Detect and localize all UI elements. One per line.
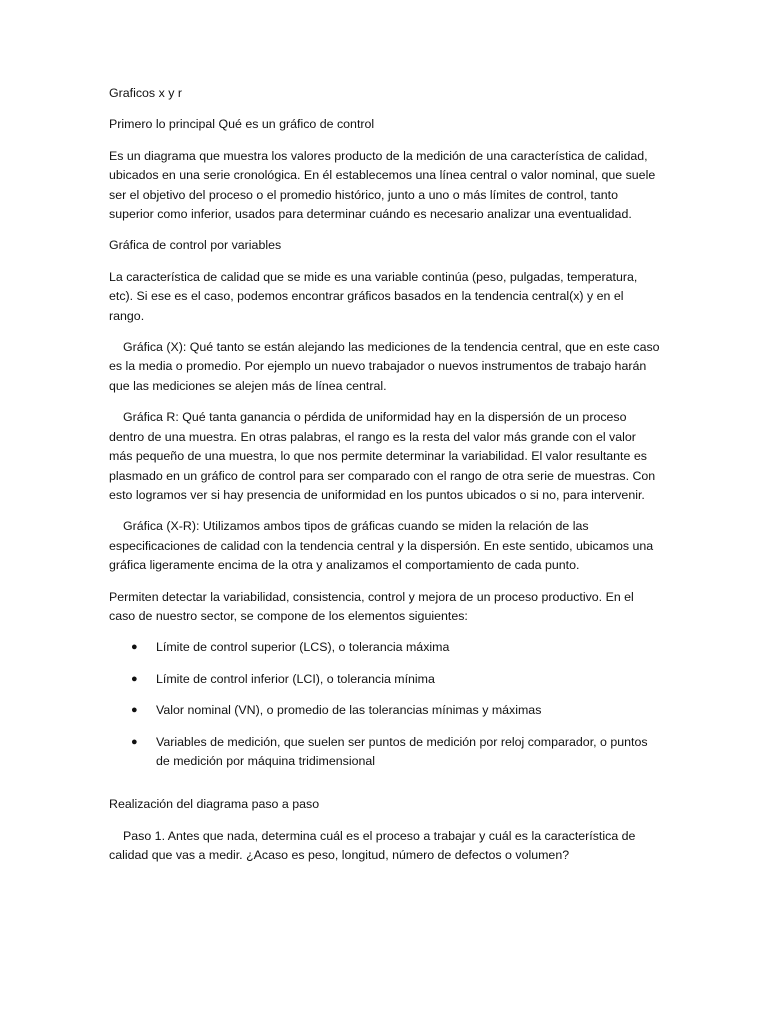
list-item-text: Valor nominal (VN), o promedio de las tolerancias mínimas y máximas: [156, 703, 542, 718]
bullet-icon: ●: [131, 735, 138, 748]
paragraph-elements: Permiten detectar la variabilidad, consistencia, control y mejora de un proceso productivo. En el caso de nuestro sector, se compone de los elementos siguientes:: [109, 589, 634, 623]
list-item: [109, 638, 661, 657]
document-body: [109, 84, 661, 878]
list-item-text: Límite de control inferior (LCI), o tolerancia mínima: [156, 671, 435, 686]
paragraph-step-1: Paso 1. Antes que nada, determina cuál es el proceso a trabajar y cuál es la característica de calidad que vas a medir. ¿Acaso es peso, longitud, número de defectos o volumen?: [109, 828, 636, 863]
elements-list: [109, 638, 661, 771]
bullet-icon: ●: [131, 704, 138, 717]
paragraph-grafica-r: Gráfica R: Qué tanta ganancia o pérdida de uniformidad hay en la dispersión de un proceso dentro de una muestra. En otras palabras, el rango es la resta del valor más grande con el valor más pequeño de una muestra, lo que nos permite determinar la variabilidad. El valor resultante es plasmado en un gráfico de control para ser comparado con el rango de otra serie de muestras. Con esto logramos ver si hay presencia de uniformidad en los puntos ubicados o si no, para intervenir.: [109, 410, 656, 502]
paragraph-definition: Es un diagrama que muestra los valores producto de la medición de una característica de calidad, ubicados en una serie cronológica. En él establecemos una línea central o valor nominal, que suele ser el objetivo del proceso o el promedio histórico, junto a uno o más límites de control, tanto superior como inferior, usados para determinar cuándo es necesario analizar una eventualidad.: [109, 148, 656, 222]
list-item-text: Límite de control superior (LCS), o tolerancia máxima: [156, 640, 450, 655]
list-item: [109, 701, 661, 720]
blank-line: [109, 783, 661, 795]
paragraph-variables: La característica de calidad que se mide es una variable continúa (peso, pulgadas, temperatura, etc). Si ese es el caso, podemos encontrar gráficos basados en la tendencia central(x) y en el rango.: [109, 269, 638, 323]
paragraph-grafica-x: Gráfica (X): Qué tanto se están alejando las mediciones de la tendencia central, que en este caso es la media o promedio. Por ejemplo un nuevo trabajador o nuevos instrumentos de trabajo harán que las mediciones se alejen más de línea central.: [109, 340, 660, 393]
document-title: Graficos x y r: [109, 86, 182, 100]
section-heading-variables: Gráfica de control por variables: [109, 238, 282, 253]
paragraph-intro-question: Primero lo principal Qué es un gráfico de control: [109, 117, 375, 132]
bullet-icon: ●: [131, 672, 138, 685]
list-item: [109, 733, 661, 772]
paragraph-grafica-xr: Gráfica (X-R): Utilizamos ambos tipos de gráficas cuando se miden la relación de las especificaciones de calidad con la tendencia central y la dispersión. En este sentido, ubicamos una gráfica ligeramente encima de la otra y analizamos el comportamiento de cada punto.: [109, 519, 654, 573]
section-heading-steps: Realización del diagrama paso a paso: [109, 797, 320, 812]
list-item: [109, 670, 661, 689]
list-item-text: Variables de medición, que suelen ser puntos de medición por reloj comparador, o puntos de medición por máquina tridimensional: [156, 734, 648, 768]
bullet-icon: ●: [131, 641, 138, 654]
